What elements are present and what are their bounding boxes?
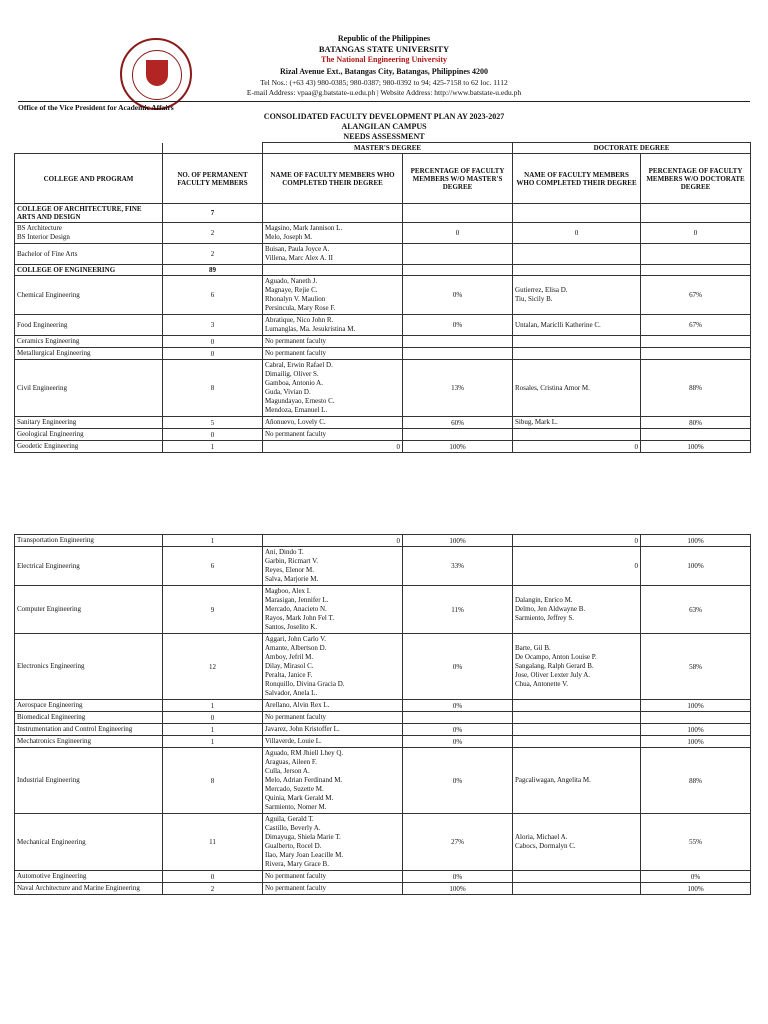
table-row [15,814,751,871]
doctorate-names: Barte, Gil B. De Ocampo, Anton Louise P. Sangalang, Ralph Gerard B. Jose, Oliver Lexter July A. Chua, Antonette V. [513,634,641,700]
table-row [15,871,751,883]
doctorate-percentage: 100% [641,724,751,736]
masters-percentage [403,712,513,724]
doctorate-names [513,871,641,883]
masters-percentage [403,244,513,265]
doctorate-names: Pagcaliwagan, Angelita M. [513,748,641,814]
program-name: Chemical Engineering [15,276,163,315]
doctorate-percentage [641,712,751,724]
program-name: Metallurgical Engineering [15,348,163,360]
masters-names: Aggari, John Carlo V. Amante, Albertson D. Amboy, Jefril M. Dilay, Mirasol C. Peralta, Janice F. Ronquillo, Divina Gracia D. Salvador, Anela L. [263,634,403,700]
table-row [15,736,751,748]
empty-cell [263,265,403,276]
masters-names: Villaverde, Louie L. [263,736,403,748]
masters-header: MASTER'S DEGREE [263,143,513,154]
program-name: Aerospace Engineering [15,700,163,712]
program-name: Instrumentation and Control Engineering [15,724,163,736]
table-row [15,244,751,265]
program-name: Industrial Engineering [15,748,163,814]
table-row [15,547,751,586]
program-name: Electronics Engineering [15,634,163,700]
doctorate-percentage: 67% [641,276,751,315]
program-name: Sanitary Engineering [15,417,163,429]
faculty-count: 1 [163,724,263,736]
doctorate-names: 0 [513,547,641,586]
masters-percentage: 0 [403,223,513,244]
table-row [15,724,751,736]
masters-names: No permanent faculty [263,336,403,348]
faculty-table-page1 [14,142,751,453]
doctorate-names: Dalangin, Enrico M. Delmo, Jen Aldwayne B. Sarmiento, Jeffrey S. [513,586,641,634]
masters-percentage [403,336,513,348]
college-row [15,204,751,223]
masters-names: Aguila, Gerald T. Castillo, Beverly A. Dimayuga, Shiela Marie T. Gualberto, Rocel D. Ilao, Mary Joan Leacille M. Rivera, Mary Grace B. [263,814,403,871]
faculty-count: 1 [163,441,263,453]
table-row [15,429,751,441]
doctorate-names [513,429,641,441]
doctorate-names: Sibug, Mark L. [513,417,641,429]
masters-names: Magboo, Alex I. Marasigan, Jennifer L. Mercado, Anacieto N. Rayos, Mark John Fel T. Santos, Joselito K. [263,586,403,634]
doctorate-percentage [641,429,751,441]
doctorate-percentage: 55% [641,814,751,871]
masters-percentage: 100% [403,441,513,453]
table-row [15,748,751,814]
email-line: E-mail Address: vpaa@g.batstate-u.edu.ph | Website Address: http://www.batstate-u.edu.ph [246,88,522,97]
college-name: COLLEGE OF ARCHITECTURE, FINE ARTS AND DESIGN [15,204,163,223]
table-row [15,223,751,244]
university-name: BATANGAS STATE UNIVERSITY [318,44,450,54]
doctorate-percentage: 100% [641,883,751,895]
document-titles [0,112,768,142]
masters-percentage: 0% [403,700,513,712]
program-name: Naval Architecture and Marine Engineering [15,883,163,895]
masters-names: 0 [263,535,403,547]
masters-names: 0 [263,441,403,453]
faculty-count: 8 [163,748,263,814]
campus-title: ALANGILAN CAMPUS [341,122,427,131]
doctorate-percentage: 0 [641,223,751,244]
assessment-title: NEEDS ASSESSMENT [343,132,425,141]
table-row [15,634,751,700]
masters-percentage [403,348,513,360]
masters-percentage: 100% [403,883,513,895]
doctorate-percentage: 100% [641,547,751,586]
masters-percentage: 11% [403,586,513,634]
masters-names: No permanent faculty [263,871,403,883]
doctorate-names [513,712,641,724]
faculty-count: 1 [163,736,263,748]
table-row [15,441,751,453]
masters-names: Añonuevo, Lovely C. [263,417,403,429]
address-line: Rizal Avenue Ext., Batangas City, Batangas, Philippines 4200 [279,67,489,76]
masters-names: Javarez, John Kristoffer L. [263,724,403,736]
doctorate-percentage: 63% [641,586,751,634]
doctorate-percentage: 88% [641,360,751,417]
program-name: Bachelor of Fine Arts [15,244,163,265]
faculty-table-page2 [14,534,751,895]
empty-cell [263,204,403,223]
masters-percentage: 0% [403,748,513,814]
doctorate-percentage: 100% [641,736,751,748]
faculty-count: 0 [163,712,263,724]
masters-percentage: 0% [403,276,513,315]
table-row [15,700,751,712]
table-row [15,348,751,360]
doctorate-percentage: 100% [641,441,751,453]
plan-title: CONSOLIDATED FACULTY DEVELOPMENT PLAN AY 2023-2027 [263,112,505,121]
table-row [15,360,751,417]
empty-cell [641,204,751,223]
masters-percentage: 0% [403,315,513,336]
masters-percentage: 100% [403,535,513,547]
faculty-count: 89 [163,265,263,276]
col-dr-names: NAME OF FACULTY MEMBERS WHO COMPLETED THEIR DEGREE [513,154,641,204]
program-name: Mechanical Engineering [15,814,163,871]
faculty-count: 2 [163,883,263,895]
doctorate-names: Untalan, Mariclli Katherine C. [513,315,641,336]
doctorate-names: 0 [513,535,641,547]
masters-names: Aguado, RM Jhiell Lhey Q. Araguas, Aileen F. Culla, Jerson A. Melo, Adrian Ferdinand M. Mercado, Suzette M. Quinia, Mark Gerald M. Sarmiento, Nomer M. [263,748,403,814]
empty-cell [641,265,751,276]
table-row [15,535,751,547]
faculty-count: 5 [163,417,263,429]
doctorate-percentage: 80% [641,417,751,429]
college-row [15,265,751,276]
program-name: Biomedical Engineering [15,712,163,724]
doctorate-names [513,736,641,748]
doctorate-names [513,244,641,265]
program-name: Automotive Engineering [15,871,163,883]
doctorate-names: 0 [513,441,641,453]
program-name: Transportation Engineering [15,535,163,547]
col-count: NO. OF PERMANENT FACULTY MEMBERS [163,154,263,204]
doctorate-percentage: 0% [641,871,751,883]
program-name: Geodetic Engineering [15,441,163,453]
faculty-count: 8 [163,360,263,417]
masters-percentage: 27% [403,814,513,871]
doctorate-names: Rosales, Cristina Amor M. [513,360,641,417]
republic-line: Republic of the Philippines [337,34,431,43]
col-program: COLLEGE AND PROGRAM [15,154,163,204]
faculty-count: 2 [163,223,263,244]
doctorate-names [513,883,641,895]
faculty-count: 0 [163,871,263,883]
doctorate-percentage: 58% [641,634,751,700]
table-row [15,315,751,336]
doctorate-names: Aloria, Michael A. Cabocs, Dormalyn C. [513,814,641,871]
doctorate-names [513,336,641,348]
faculty-count: 7 [163,204,263,223]
table-row [15,883,751,895]
doctorate-percentage: 100% [641,700,751,712]
doctorate-percentage: 100% [641,535,751,547]
masters-names: Buisan, Paula Joyce A. Villena, Marc Alex A. II [263,244,403,265]
masters-names: No permanent faculty [263,712,403,724]
faculty-count: 3 [163,315,263,336]
faculty-count: 6 [163,276,263,315]
table-row [15,336,751,348]
table-row [15,417,751,429]
doctorate-percentage: 67% [641,315,751,336]
doctorate-percentage [641,244,751,265]
doctorate-names [513,724,641,736]
program-name: Ceramics Engineering [15,336,163,348]
masters-percentage [403,429,513,441]
faculty-count: 1 [163,700,263,712]
doctorate-names: Gutierrez, Elisa D. Tiu, Sicily B. [513,276,641,315]
doctorate-header: DOCTORATE DEGREE [513,143,751,154]
masters-names: No permanent faculty [263,348,403,360]
program-name: Food Engineering [15,315,163,336]
faculty-count: 6 [163,547,263,586]
table-row [15,276,751,315]
masters-percentage: 60% [403,417,513,429]
col-dr-pct: PERCENTAGE OF FACULTY MEMBERS W/O DOCTORATE DEGREE [641,154,751,204]
masters-names: No permanent faculty [263,429,403,441]
faculty-count: 12 [163,634,263,700]
program-name: Mechatronics Engineering [15,736,163,748]
telephone-line: Tel Nos.: (+63 43) 980-0385; 980-0387; 980-0392 to 94; 425-7158 to 62 loc. 1112 [260,78,508,87]
masters-names: Ani, Dindo T. Garbin, Ricmart V. Reyes, Elenor M. Salva, Marjorie M. [263,547,403,586]
col-ms-names: NAME OF FACULTY MEMBERS WHO COMPLETED THEIR DEGREE [263,154,403,204]
masters-names: Cabral, Erwin Rafael D. Dimailig, Oliver S. Gamboa, Antonio A. Guda, Vivian D. Magundayao, Ernesto C. Mendoza, Emanuel L. [263,360,403,417]
masters-percentage: 33% [403,547,513,586]
masters-percentage: 0% [403,736,513,748]
empty-cell [513,265,641,276]
faculty-count: 11 [163,814,263,871]
empty-cell [513,204,641,223]
faculty-count: 2 [163,244,263,265]
empty-cell [403,265,513,276]
doctorate-names: 0 [513,223,641,244]
program-name: Civil Engineering [15,360,163,417]
college-name: COLLEGE OF ENGINEERING [15,265,163,276]
masters-names: Magsino, Mark Jannison L. Melo, Joseph M. [263,223,403,244]
masters-names: Aguado, Naneth J. Magnaye, Rejie C. Rhonalyn V. Maulion Persincula, Mary Rose F. [263,276,403,315]
faculty-count: 0 [163,336,263,348]
masters-percentage: 0% [403,634,513,700]
program-name: Geological Engineering [15,429,163,441]
doctorate-percentage [641,336,751,348]
masters-percentage: 0% [403,871,513,883]
program-name: BS Architecture BS Interior Design [15,223,163,244]
doctorate-percentage: 88% [641,748,751,814]
office-label: Office of the Vice President for Academic Affairs [18,101,750,112]
university-tagline: The National Engineering University [320,55,447,64]
masters-names: No permanent faculty [263,883,403,895]
doctorate-percentage [641,348,751,360]
faculty-count: 1 [163,535,263,547]
program-name: Computer Engineering [15,586,163,634]
masters-names: Arellano, Alvin Rex L. [263,700,403,712]
masters-names: Abratique, Nico John R. Lumanglas, Ma. Jesukristina M. [263,315,403,336]
program-name: Electrical Engineering [15,547,163,586]
faculty-count: 0 [163,429,263,441]
masters-percentage: 13% [403,360,513,417]
table-row [15,586,751,634]
masters-percentage: 0% [403,724,513,736]
doctorate-names [513,700,641,712]
empty-cell [403,204,513,223]
col-ms-pct: PERCENTAGE OF FACULTY MEMBERS W/O MASTER'S DEGREE [403,154,513,204]
doctorate-names [513,348,641,360]
faculty-count: 0 [163,348,263,360]
table-row [15,712,751,724]
letterhead [0,0,768,105]
faculty-count: 9 [163,586,263,634]
